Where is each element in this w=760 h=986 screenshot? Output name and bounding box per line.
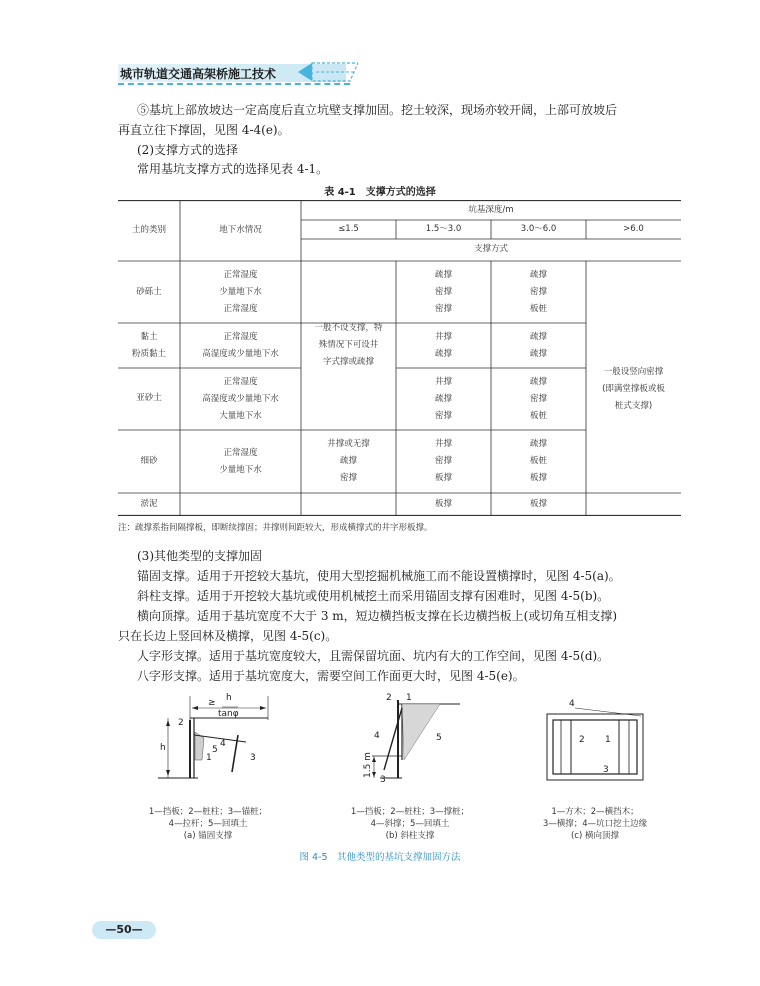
table-note: 注：疏撑系指间隔撑板，即断续撑固；井撑则间距较大，形成横撑式的井字形板撑。: [118, 523, 433, 533]
row4-soil: 细砂: [140, 456, 158, 466]
figure-b-n4: 4: [374, 731, 380, 741]
row3-c3: 疏撑 密撑 板桩: [529, 377, 547, 421]
depth-2: 1.5～3.0: [425, 224, 462, 234]
row2-c3: 疏撑 疏撑: [529, 332, 547, 359]
figure-b-n3: 3: [380, 775, 386, 785]
row1-c3: 疏撑 密撑 板桩: [529, 270, 547, 314]
depth-header: 坑基深度/m: [468, 205, 514, 215]
figure-a-n2: 2: [178, 718, 184, 728]
figure-b-n2: 2: [386, 693, 392, 703]
figure-a-n5: 5: [212, 745, 218, 755]
row3-soil: 亚砂土: [136, 393, 162, 403]
figure-b-n1: 1: [406, 693, 412, 703]
figure-c-legend: 1—方木；2—横挡木； 3—横撑；4—坑口挖土边缘 (c) 横向顶撑: [542, 807, 648, 841]
header-title: 城市轨道交通高架桥施工技术: [120, 67, 277, 81]
running-header: [118, 61, 358, 83]
row4-c2: 井撑 密撑 板撑: [434, 439, 452, 483]
figure-c-drawing: [545, 690, 685, 790]
row5-c2: 板撑: [434, 499, 452, 509]
figure-a-n1: 1: [206, 753, 212, 763]
page-number: —50—: [105, 923, 143, 936]
paragraph-splay-support: 八字形支撑。适用于基坑宽度大，需要空间工作面更大时，见图 4-5(e)。: [137, 669, 525, 683]
figure-a-tan: tanφ: [218, 709, 239, 719]
figure-a-geq: ≥: [208, 698, 216, 708]
row2-c2: 井撑 疏撑: [434, 332, 452, 359]
figure-b-legend: 1—挡板；2—桩柱；3—撑桩； 4—斜撑；5—回填土 (b) 斜柱支撑: [350, 807, 470, 841]
row3-c2: 井撑 疏撑 密撑: [434, 377, 452, 421]
row1-c2: 疏撑 密撑 密撑: [434, 270, 452, 314]
figure-a-drawing: [138, 690, 278, 790]
figure-c-n2: 2: [579, 735, 585, 745]
paragraph-herringbone-support: 人字形支撑。适用于基坑宽度较大，且需保留坑面、坑内有大的工作空间，见图 4-5(d)。: [137, 649, 610, 663]
row4-c1: 井撑或无撑 疏撑 密撑: [327, 439, 370, 483]
row4-water: 正常湿度 少量地下水: [219, 448, 262, 475]
figure-b-inclined-support: [340, 690, 480, 845]
figure-caption: 图 4-5 其他类型的基坑支撑加固方法: [299, 852, 461, 863]
row1-water: 正常湿度 少量地下水 正常湿度: [219, 270, 262, 314]
figure-a-n4: 4: [220, 739, 226, 749]
figure-a-h-top: h: [226, 693, 232, 703]
paragraph-anchor-support: 锚固支撑。适用于开挖较大基坑，使用大型挖掘机械施工而不能设置横撑时，见图 4-5(a)。: [137, 569, 621, 583]
row1-soil: 砂砾土: [136, 287, 162, 297]
section-heading-3: (3)其他类型的支撑加固: [137, 549, 262, 563]
row2-soil: 黏土 粉质黏土: [131, 332, 166, 359]
paragraph-1-line-2: 再直立往下撑固，见图 4-4(e)。: [118, 123, 290, 137]
row4-c3: 疏撑 板桩 板撑: [529, 439, 547, 483]
paragraph-lateral-support-line-2: 只在长边上竖回林及横撑，见图 4-5(c)。: [118, 629, 338, 643]
paragraph-3: 常用基坑支撑方式的选择见表 4-1。: [137, 162, 329, 176]
table-title: 表 4-1 支撑方式的选择: [324, 187, 436, 198]
figure-b-drawing: [340, 690, 480, 790]
figure-c-lateral-support: [542, 690, 685, 845]
depth-3: 3.0～6.0: [520, 224, 557, 234]
support-table: [118, 200, 681, 516]
depth-1: ≤1.5: [338, 224, 359, 234]
header-rule: [118, 83, 350, 85]
row5-soil: 淤泥: [140, 499, 158, 509]
paragraph-lateral-support-line-1: 横向顶撑。适用于基坑宽度不大于 3 m，短边横挡板支撑在长边横挡板上(或切角互相支撑): [137, 609, 618, 623]
figure-a-anchor-support: [138, 690, 278, 845]
paragraph-1-line-1: ⑤基坑上部放坡达一定高度后直立坑壁支撑加固。挖土较深，现场亦较开阔，上部可放坡后: [137, 103, 618, 117]
col-header-soil: 土的类别: [131, 225, 166, 235]
figure-a-n3: 3: [250, 753, 256, 763]
figure-a-legend: 1—挡板；2—桩柱；3—锚桩； 4—拉杆；5—回填土 (a) 锚固支撑: [148, 807, 268, 841]
row2-water: 正常湿度 高湿度或少量地下水: [202, 332, 279, 359]
figure-c-n4: 4: [569, 699, 575, 709]
support-header: 支撑方式: [473, 244, 508, 254]
header-arrow-icon: [298, 61, 358, 83]
paragraph-inclined-support: 斜柱支撑。适用于开挖较大基坑或使用机械挖土而采用锚固支撑有困难时，见图 4-5(b)。: [137, 589, 610, 603]
section-heading-2: (2)支撑方式的选择: [137, 143, 238, 157]
row5-c3: 板撑: [529, 499, 547, 509]
merged-c4: 一般设竖向密撑 (即满堂撑板或板 桩式支撑): [602, 367, 665, 411]
col-header-water: 地下水情况: [219, 225, 262, 235]
figure-c-n1: 1: [605, 735, 611, 745]
merged-c1: 一般不设支撑，特 殊情况下可设井 字式撑或疏撑: [314, 323, 383, 367]
figure-b-n5: 5: [436, 733, 442, 743]
figure-b-dim: 1.5 m: [363, 752, 373, 778]
figure-a-h-side: h: [160, 743, 166, 753]
depth-4: >6.0: [623, 224, 644, 234]
page-number-badge: [92, 920, 156, 940]
figure-c-n3: 3: [603, 765, 609, 775]
row3-water: 正常湿度 高湿度或少量地下水 大量地下水: [202, 377, 279, 421]
